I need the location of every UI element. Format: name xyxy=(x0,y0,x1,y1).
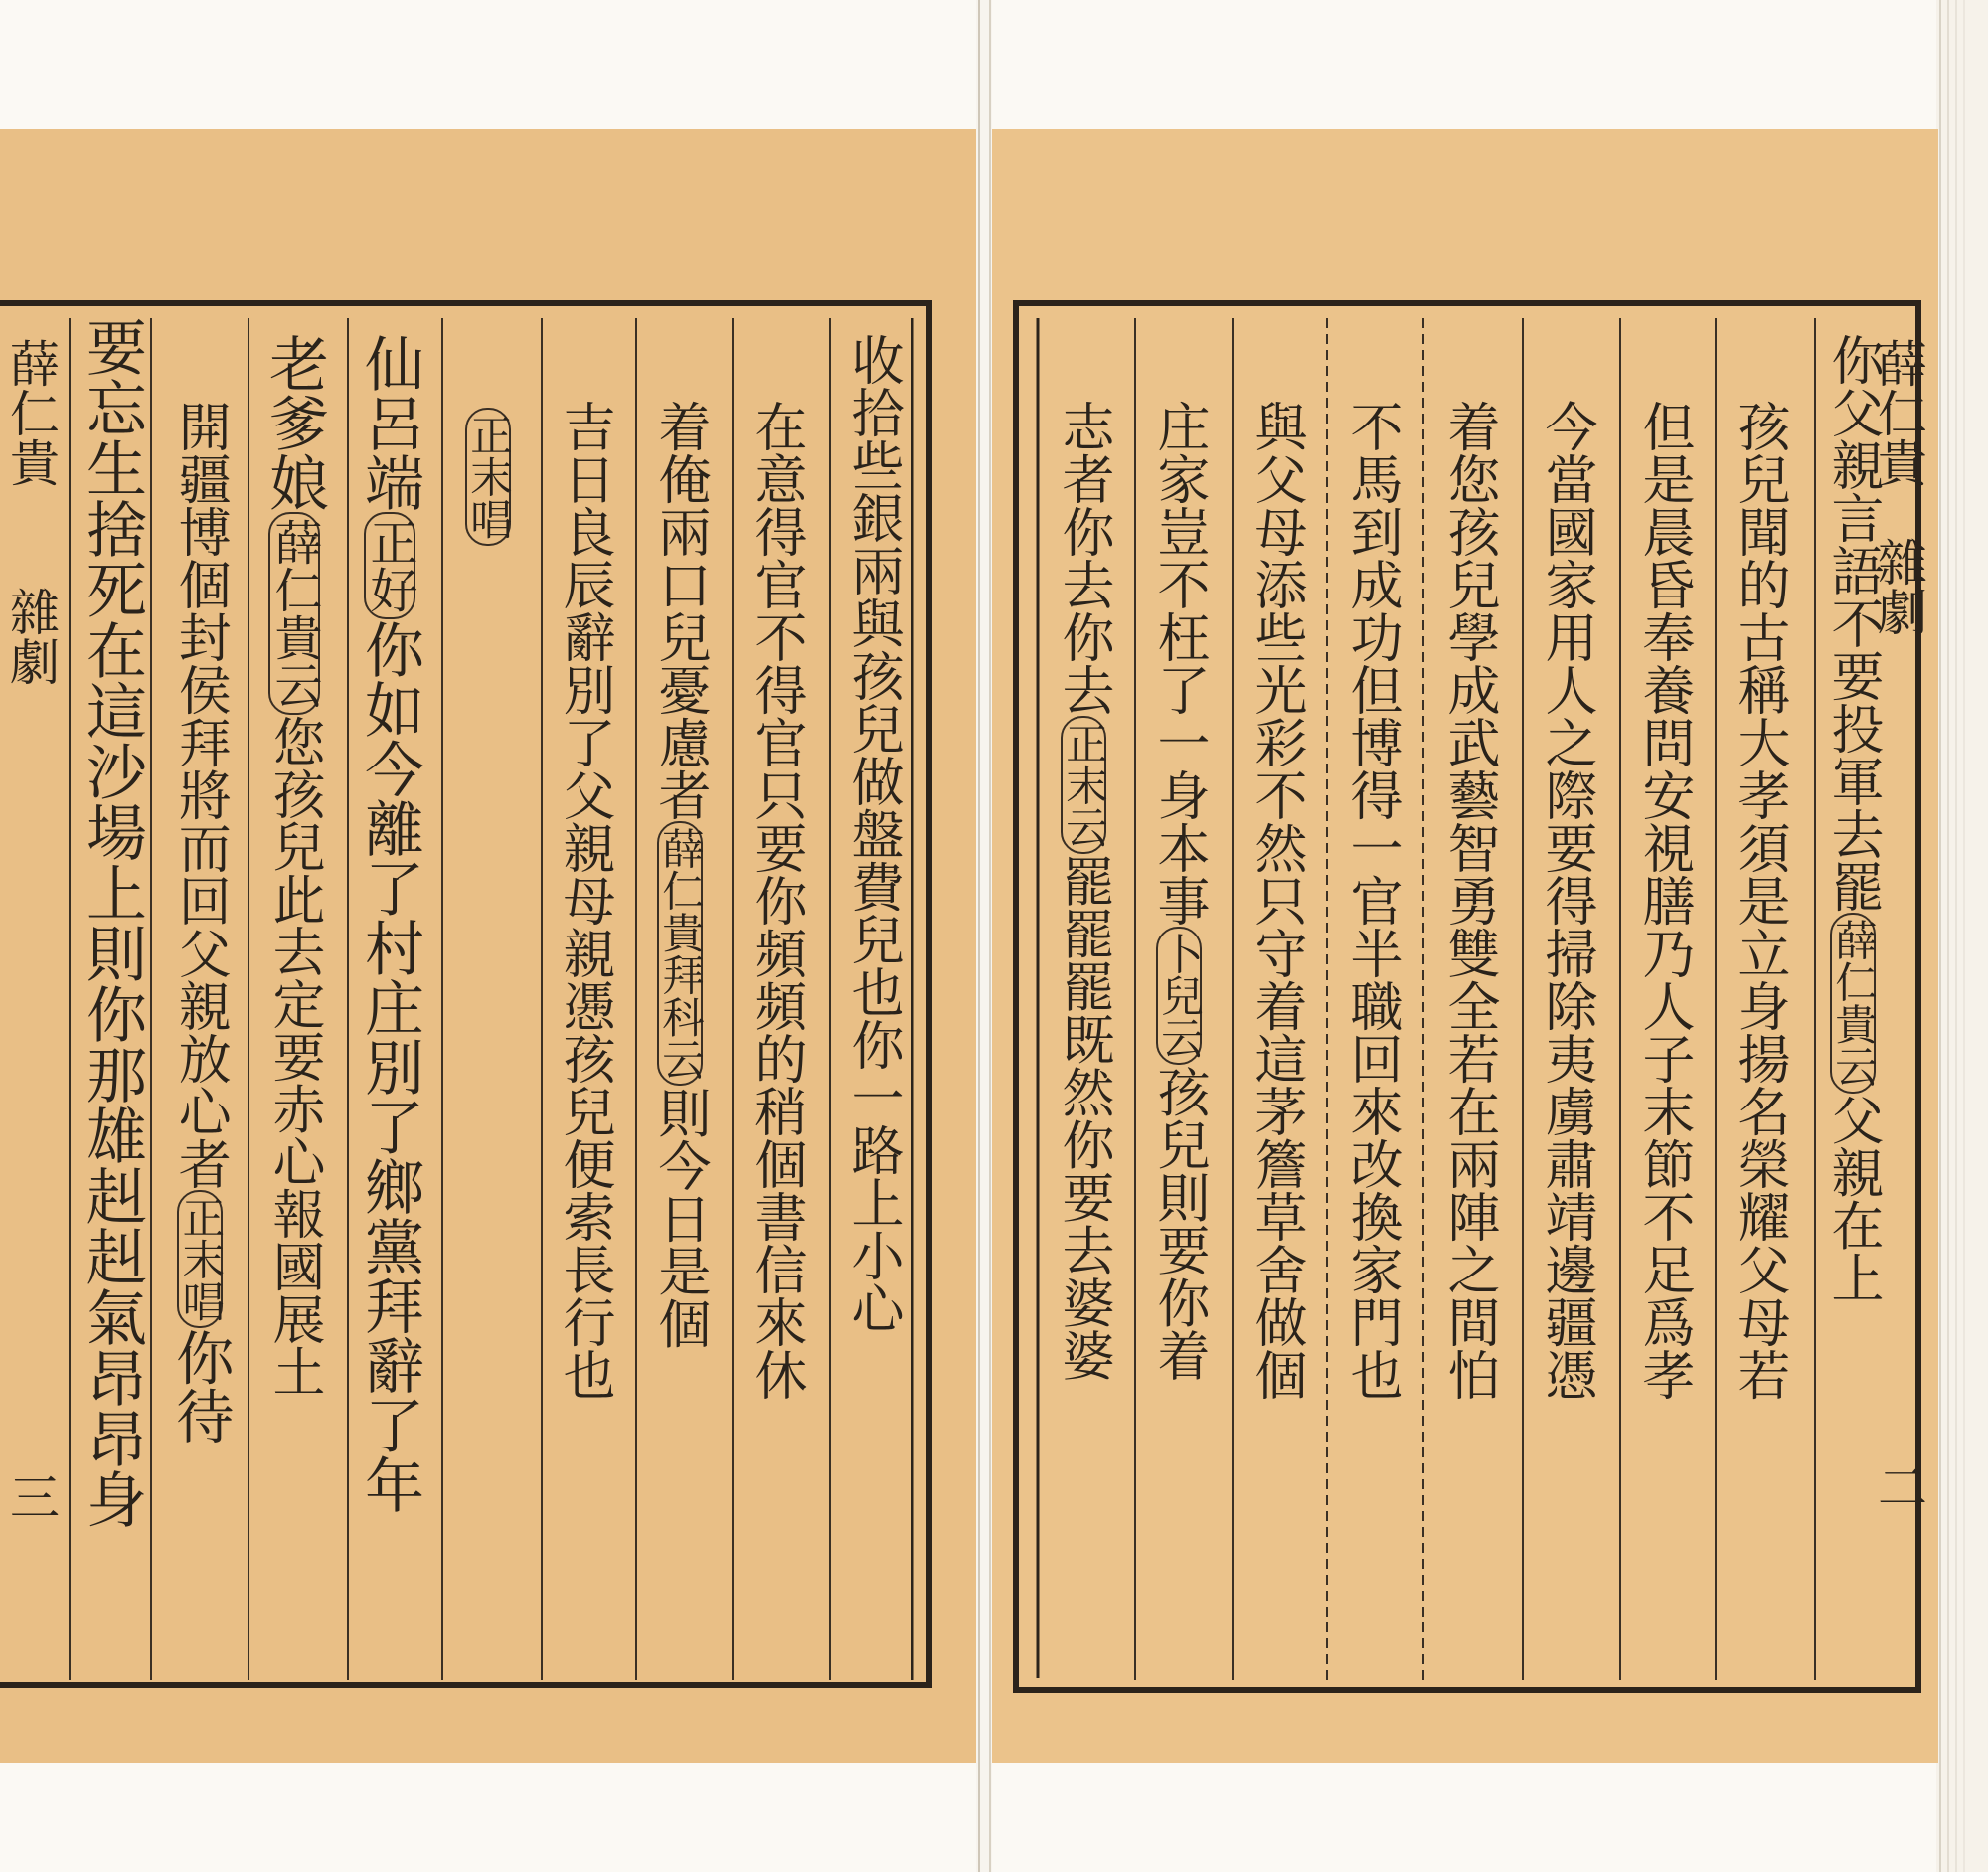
right-margin-title: 薛仁貴 xyxy=(1870,338,1927,487)
stage-direction: 正末唱 xyxy=(465,408,511,546)
left-margin-page: 三 xyxy=(2,1471,60,1521)
stage-direction: 薛仁貴拜科云 xyxy=(657,821,703,1086)
stage-direction: 薛仁貴云 xyxy=(268,512,320,715)
left-margin-section: 雜劇 xyxy=(2,587,60,686)
left-column-aria: 老爹娘薛仁貴云您孩兒此去定要赤心報國展土 xyxy=(259,333,329,1398)
left-column: 吉日良辰辭別了父親母親慿孩兒便索長行也 xyxy=(555,400,615,1401)
left-column xyxy=(462,408,515,546)
right-column: 與父母添些光彩不然只守着這茅簷草舍做個 xyxy=(1246,400,1307,1401)
right-column: 孩兒聞的古稱大孝須是立身揚名榮耀父母若 xyxy=(1730,400,1790,1401)
left-margin-title: 薛仁貴 xyxy=(2,338,60,487)
stage-direction: 薛仁貴云 xyxy=(1830,913,1876,1094)
tune-name: 正好 xyxy=(364,512,415,619)
left-column: 着俺兩口兒憂慮者薛仁貴拜科云則今日是個 xyxy=(650,400,711,1350)
stage-direction: 正末云 xyxy=(1061,716,1106,854)
left-column-aria: 仙呂端正好你如今離了村庄別了鄉黨拜辭了年 xyxy=(355,333,424,1514)
stage-direction: 卜兒云 xyxy=(1156,927,1202,1065)
right-margin-page: 二 xyxy=(1870,1461,1927,1511)
right-column: 今當國家用人之際要得掃除夷虜肅靖邊疆憑 xyxy=(1537,400,1597,1401)
right-column: 庄家豈不枉了一身本事卜兒云孩兒則要你着 xyxy=(1149,400,1210,1382)
left-column: 收拾些銀兩與孩兒做盤費兒也你一路上小心 xyxy=(843,333,904,1334)
right-column: 志者你去你去正末云罷罷罷既然你要去婆婆 xyxy=(1054,400,1114,1382)
left-column: 開疆博個封侯拜將而回父親放心者正末唱你待 xyxy=(166,400,235,1445)
right-column: 你父親言語不要投軍去罷薛仁貴云父親在上 xyxy=(1823,333,1884,1304)
right-column: 但是晨昏奉養問安視膳乃人子末節不足爲孝 xyxy=(1634,400,1695,1401)
left-column: 在意得官不得官只要你頻頻的稍個書信來休 xyxy=(746,400,807,1401)
right-column: 着您孩兒學成武藝智勇雙全若在兩陣之間怕 xyxy=(1439,400,1500,1401)
right-column: 不馬到成功但博得一官半職回來改換家門也 xyxy=(1342,400,1403,1401)
stage-direction: 正末唱 xyxy=(177,1190,223,1328)
left-column-aria: 要忘生捨死在這沙場上則你那雄赳赳氣昂昂身 xyxy=(77,316,147,1529)
right-margin-section: 雜劇 xyxy=(1870,537,1927,636)
